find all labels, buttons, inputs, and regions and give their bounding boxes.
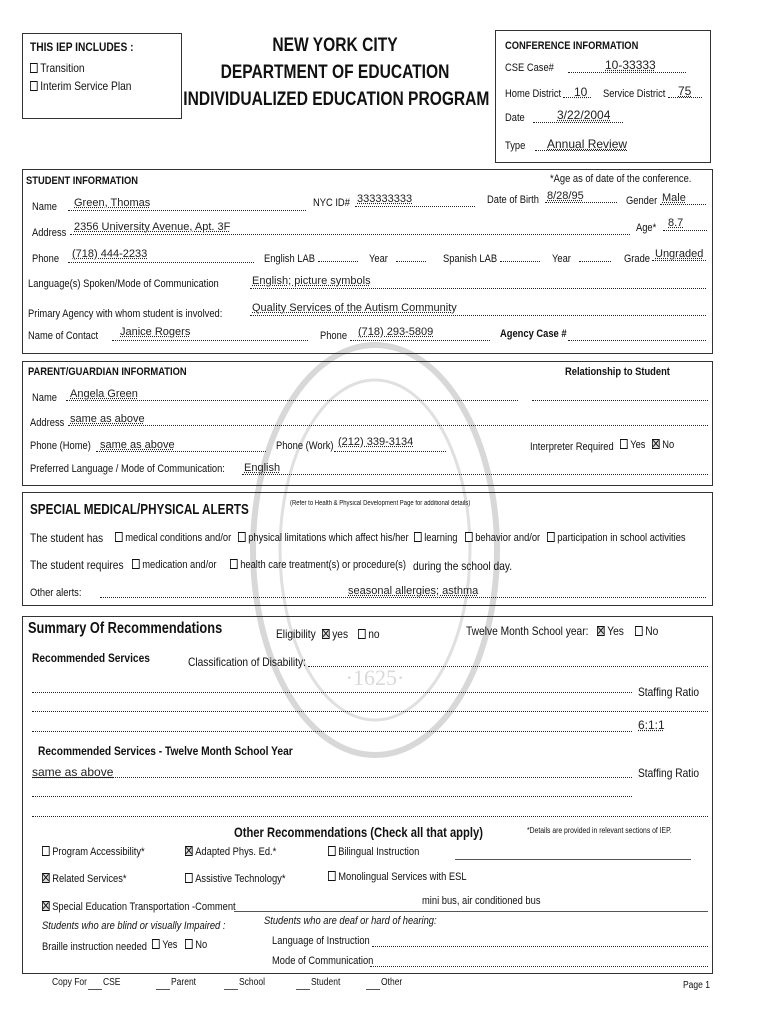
blind-label: Students who are blind or visually Impaired : — [42, 920, 226, 932]
title-line-2: DEPARTMENT OF EDUCATION — [220, 62, 450, 83]
program-access-checkbox[interactable] — [42, 846, 50, 856]
year-label: Year — [369, 253, 388, 265]
home-phone-label: Phone (Home) — [30, 440, 91, 452]
staffing-ratio-label: Staffing Ratio — [638, 685, 700, 699]
eligibility-no[interactable]: no — [358, 627, 380, 641]
interpreter-yes-checkbox[interactable] — [620, 439, 628, 449]
home-district-label: Home District — [505, 88, 562, 100]
learning-checkbox[interactable] — [414, 532, 422, 542]
parent-address-label: Address — [30, 417, 65, 429]
conference-heading: CONFERENCE INFORMATION — [505, 40, 639, 52]
opt-medication[interactable]: medication and/or — [132, 559, 217, 571]
opt-learning[interactable]: learning — [414, 532, 457, 544]
medical-checkbox[interactable] — [115, 532, 123, 542]
copy-school[interactable]: School — [239, 977, 265, 988]
opt-program-access[interactable]: Program Accessibility* — [42, 846, 145, 858]
dob-label: Date of Birth — [487, 194, 539, 206]
spanish-lab-label: Spanish LAB — [443, 253, 498, 265]
opt-medical[interactable]: medical conditions and/or — [115, 532, 231, 544]
contact-value[interactable]: Janice Rogers — [120, 326, 191, 338]
svg-text:·1625·: ·1625· — [345, 665, 405, 690]
copy-student[interactable]: Student — [311, 977, 341, 988]
contact-phone-value[interactable]: (718) 293-5809 — [358, 326, 434, 338]
braille-no-checkbox[interactable] — [185, 939, 193, 949]
deaf-label: Students who are deaf or hard of hearing: — [264, 915, 437, 927]
braille-yes[interactable]: Yes — [152, 939, 177, 951]
related-services-checkbox[interactable] — [42, 873, 50, 883]
eligibility-no-checkbox[interactable] — [358, 629, 366, 639]
date-label: Date — [505, 112, 525, 124]
opt-transport[interactable]: Special Education Transportation -Comment — [42, 901, 236, 913]
address-label: Address — [32, 227, 67, 239]
other-rec-note: *Details are provided in relevant sections of IEP. — [527, 826, 672, 835]
health-checkbox[interactable] — [230, 559, 238, 569]
copy-for-label: Copy For — [52, 977, 87, 988]
twelve-month-no-checkbox[interactable] — [635, 626, 643, 636]
type-label: Type — [505, 140, 526, 152]
language-value[interactable]: English; picture symbols — [252, 275, 371, 287]
other-rec-heading: Other Recommendations (Check all that apply) — [234, 824, 483, 840]
medication-checkbox[interactable] — [132, 559, 140, 569]
braille-no[interactable]: No — [185, 939, 207, 951]
work-phone-value[interactable]: (212) 339-3134 — [338, 436, 414, 448]
parent-heading: PARENT/GUARDIAN INFORMATION — [28, 366, 187, 378]
contact-label: Name of Contact — [28, 330, 99, 342]
monolingual-checkbox[interactable] — [328, 871, 336, 881]
english-lab-label: English LAB — [264, 253, 315, 265]
student-has-label: The student has — [30, 531, 104, 545]
type-value[interactable]: Annual Review — [547, 137, 628, 151]
opt-adapted-pe[interactable]: Adapted Phys. Ed.* — [185, 846, 276, 858]
relationship-label: Relationship to Student — [565, 366, 670, 378]
opt-behavior[interactable]: behavior and/or — [465, 532, 540, 544]
gender-label: Gender — [626, 195, 658, 207]
opt-physical[interactable]: physical limitations which affect his/her — [238, 532, 409, 544]
alerts-heading: SPECIAL MEDICAL/PHYSICAL ALERTS — [30, 501, 249, 518]
rec-services-label: Recommended Services — [32, 651, 150, 665]
year2-label: Year — [552, 253, 571, 265]
cse-label: CSE Case# — [505, 62, 554, 74]
opt-participation[interactable]: participation in school activities — [547, 532, 686, 544]
adapted-pe-checkbox[interactable] — [185, 846, 193, 856]
interpreter-no-checkbox[interactable] — [652, 439, 660, 449]
cse-value[interactable]: 10-33333 — [605, 58, 656, 72]
language-label: Language(s) Spoken/Mode of Communication — [28, 278, 219, 290]
contact-phone-label: Phone — [320, 330, 348, 342]
agency-case-label: Agency Case # — [500, 328, 567, 340]
physical-checkbox[interactable] — [238, 532, 246, 542]
agency-value[interactable]: Quality Services of the Autism Community — [252, 302, 457, 314]
title-line-1: NEW YORK CITY — [272, 35, 398, 56]
nyc-id-label: NYC ID# — [313, 197, 350, 209]
age-label: Age* — [636, 222, 657, 234]
dob-value[interactable]: 8/28/95 — [547, 190, 584, 202]
copy-other[interactable]: Other — [381, 977, 403, 988]
other-alerts-value[interactable]: seasonal allergies; asthma — [348, 585, 479, 597]
gender-value[interactable]: Male — [662, 192, 686, 204]
twelve-month-yes-checkbox[interactable] — [597, 626, 605, 636]
mode-comm-label: Mode of Communication — [272, 955, 374, 967]
date-value[interactable]: 3/22/2004 — [557, 108, 611, 122]
summary-heading: Summary Of Recommendations — [28, 620, 223, 637]
alerts-note: (Refer to Health & Physical Development Page for additional details) — [290, 500, 471, 507]
transport-checkbox[interactable] — [42, 901, 50, 911]
service-district-value[interactable]: 75 — [678, 84, 692, 98]
bilingual-checkbox[interactable] — [328, 846, 336, 856]
agency-label: Primary Agency with whom student is involved: — [28, 308, 223, 320]
opt-assistive-tech[interactable]: Assistive Technology* — [185, 873, 285, 885]
assistive-tech-checkbox[interactable] — [185, 873, 193, 883]
copy-cse[interactable]: CSE — [103, 977, 121, 988]
twelve-month-label: Twelve Month School year: — [466, 624, 589, 638]
classification-label: Classification of Disability: — [188, 655, 306, 669]
title-line-3: INDIVIDUALIZED EDUCATION PROGRAM — [183, 89, 490, 110]
copy-parent[interactable]: Parent — [171, 977, 197, 988]
iep-includes-label: THIS IEP INCLUDES : — [30, 40, 134, 54]
parent-name-value[interactable]: Angela Green — [70, 388, 138, 400]
participation-checkbox[interactable] — [547, 532, 555, 542]
braille-yes-checkbox[interactable] — [152, 939, 160, 949]
eligibility-label: Eligibility — [276, 627, 316, 641]
student-heading: STUDENT INFORMATION — [26, 175, 139, 187]
twelve-month-no[interactable]: No — [635, 624, 658, 638]
interim-option[interactable]: Interim Service Plan — [30, 79, 131, 93]
phone-value[interactable]: (718) 444-2233 — [72, 248, 148, 260]
during-label: during the school day. — [413, 559, 513, 573]
parent-name-label: Name — [32, 392, 57, 404]
staffing-ratio-value[interactable]: 6:1:1 — [638, 718, 665, 732]
rec-12-value[interactable]: same as above — [32, 765, 114, 779]
interpreter-no[interactable]: No — [652, 439, 674, 451]
student-requires-label: The student requires — [30, 558, 124, 572]
opt-health[interactable]: health care treatment(s) or procedure(s) — [230, 559, 406, 571]
transport-value[interactable]: mini bus, air conditioned bus — [422, 895, 541, 907]
age-value[interactable]: 8.7 — [668, 217, 684, 229]
transition-checkbox[interactable] — [30, 63, 38, 73]
name-label: Name — [32, 201, 57, 213]
opt-bilingual[interactable]: Bilingual Instruction — [328, 846, 419, 858]
interim-checkbox[interactable] — [30, 81, 38, 91]
staffing-ratio2-label: Staffing Ratio — [638, 766, 700, 780]
home-phone-value[interactable]: same as above — [100, 439, 175, 451]
braille-label: Braille instruction needed — [42, 941, 148, 953]
page-number: Page 1 — [683, 980, 710, 991]
rec-12-label: Recommended Services - Twelve Month School Year — [38, 744, 293, 758]
nyc-id-value[interactable]: 333333333 — [357, 193, 413, 205]
opt-related-services[interactable]: Related Services* — [42, 873, 127, 885]
other-alerts-label: Other alerts: — [30, 587, 82, 599]
address-value[interactable]: 2356 University Avenue, Apt. 3F — [74, 221, 231, 233]
parent-address-value[interactable]: same as above — [70, 413, 145, 425]
pref-lang-value[interactable]: English — [244, 462, 281, 474]
work-phone-label: Phone (Work) — [276, 440, 334, 452]
behavior-checkbox[interactable] — [465, 532, 473, 542]
opt-monolingual[interactable]: Monolingual Services with ESL — [328, 871, 467, 883]
lang-instruction-label: Language of Instruction — [272, 935, 370, 947]
eligibility-yes-checkbox[interactable] — [322, 629, 330, 639]
phone-label: Phone — [32, 253, 60, 265]
interpreter-label: Interpreter Required — [530, 441, 614, 453]
student-name-value[interactable]: Green, Thomas — [74, 197, 151, 209]
interpreter-yes[interactable]: Yes — [620, 439, 645, 451]
grade-value[interactable]: Ungraded — [655, 248, 704, 260]
eligibility-yes[interactable]: yes — [322, 627, 348, 641]
home-district-value[interactable]: 10 — [574, 85, 588, 99]
pref-lang-label: Preferred Language / Mode of Communication: — [30, 463, 225, 475]
grade-label: Grade — [624, 253, 650, 265]
age-note: *Age as of date of the conference. — [550, 173, 692, 185]
twelve-month-yes[interactable]: Yes — [597, 624, 624, 638]
service-district-label: Service District — [603, 88, 666, 100]
transition-option[interactable]: Transition — [30, 61, 85, 75]
